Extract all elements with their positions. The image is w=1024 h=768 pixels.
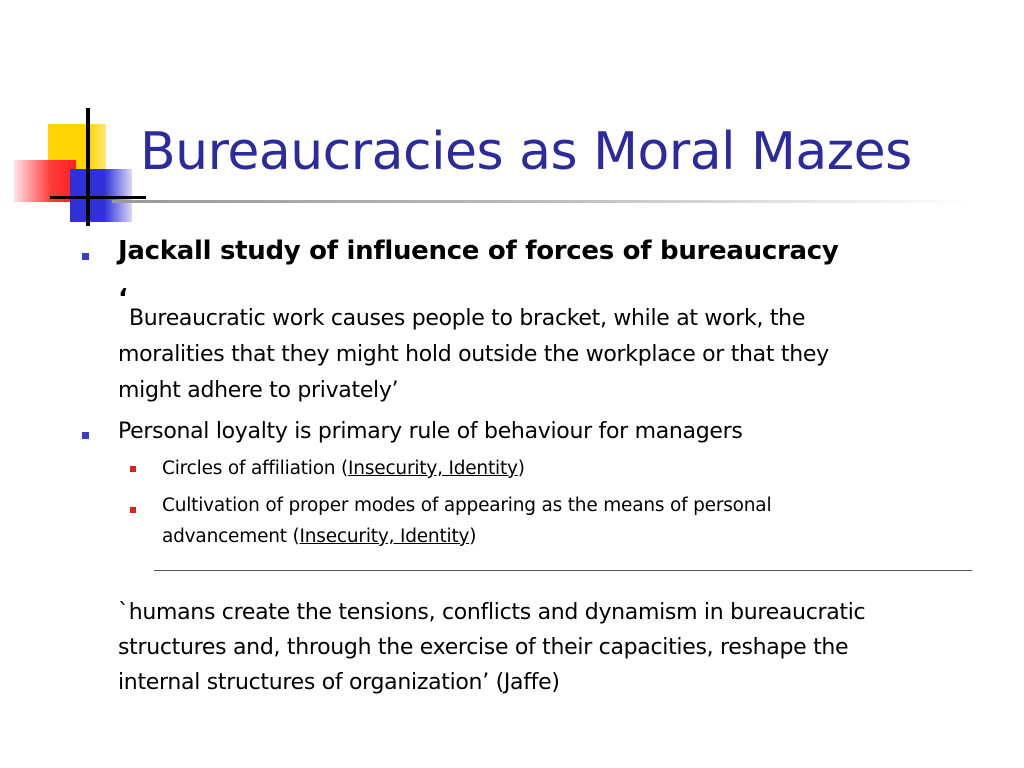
- title-underline: [112, 200, 972, 203]
- sub-bullet-cultivation-line-2: [162, 522, 476, 552]
- quote-line-2: moralities that they might hold outside the workplace or that they: [118, 342, 829, 367]
- horizontal-line-decoration: [50, 196, 146, 199]
- slide-title: Bureaucracies as Moral Mazes: [140, 122, 912, 182]
- separator-line: [154, 570, 972, 571]
- sub-bullet-marker: [130, 466, 136, 472]
- closing-paren: ): [469, 526, 477, 547]
- sub-bullet-cultivation-line-1: Cultivation of proper modes of appearing as the means of personal: [162, 495, 772, 516]
- sub-bullet-circles-text: Circles of affiliation (: [162, 458, 349, 479]
- bullet-text-jackall: Jackall study of influence of forces of bureaucracy: [118, 236, 839, 266]
- bullet-text-loyalty: Personal loyalty is primary rule of behaviour for managers: [118, 419, 743, 444]
- closing-quote-line-3: internal structures of organization’ (Jaffe): [118, 670, 560, 695]
- quote-line-1: Bureaucratic work causes people to bracket, while at work, the: [129, 306, 806, 331]
- sub-bullet-marker: [130, 507, 136, 513]
- slide-logo-decoration: [0, 0, 150, 230]
- bullet-marker: [82, 253, 89, 260]
- sub-bullet-circles: [162, 454, 525, 484]
- quote-mark: ‘: [118, 284, 128, 314]
- insecurity-identity-link[interactable]: Insecurity, Identity: [299, 526, 470, 547]
- vertical-line-decoration: [86, 108, 90, 226]
- closing-paren: ): [517, 458, 525, 479]
- quote-line-3: might adhere to privately’: [118, 378, 399, 403]
- closing-quote-line-1: `humans create the tensions, conflicts and dynamism in bureaucratic: [118, 600, 866, 625]
- bullet-marker: [82, 432, 89, 439]
- closing-quote-line-2: structures and, through the exercise of their capacities, reshape the: [118, 635, 849, 660]
- insecurity-identity-link[interactable]: Insecurity, Identity: [348, 458, 518, 479]
- sub-bullet-cultivation-text: advancement (: [162, 526, 300, 547]
